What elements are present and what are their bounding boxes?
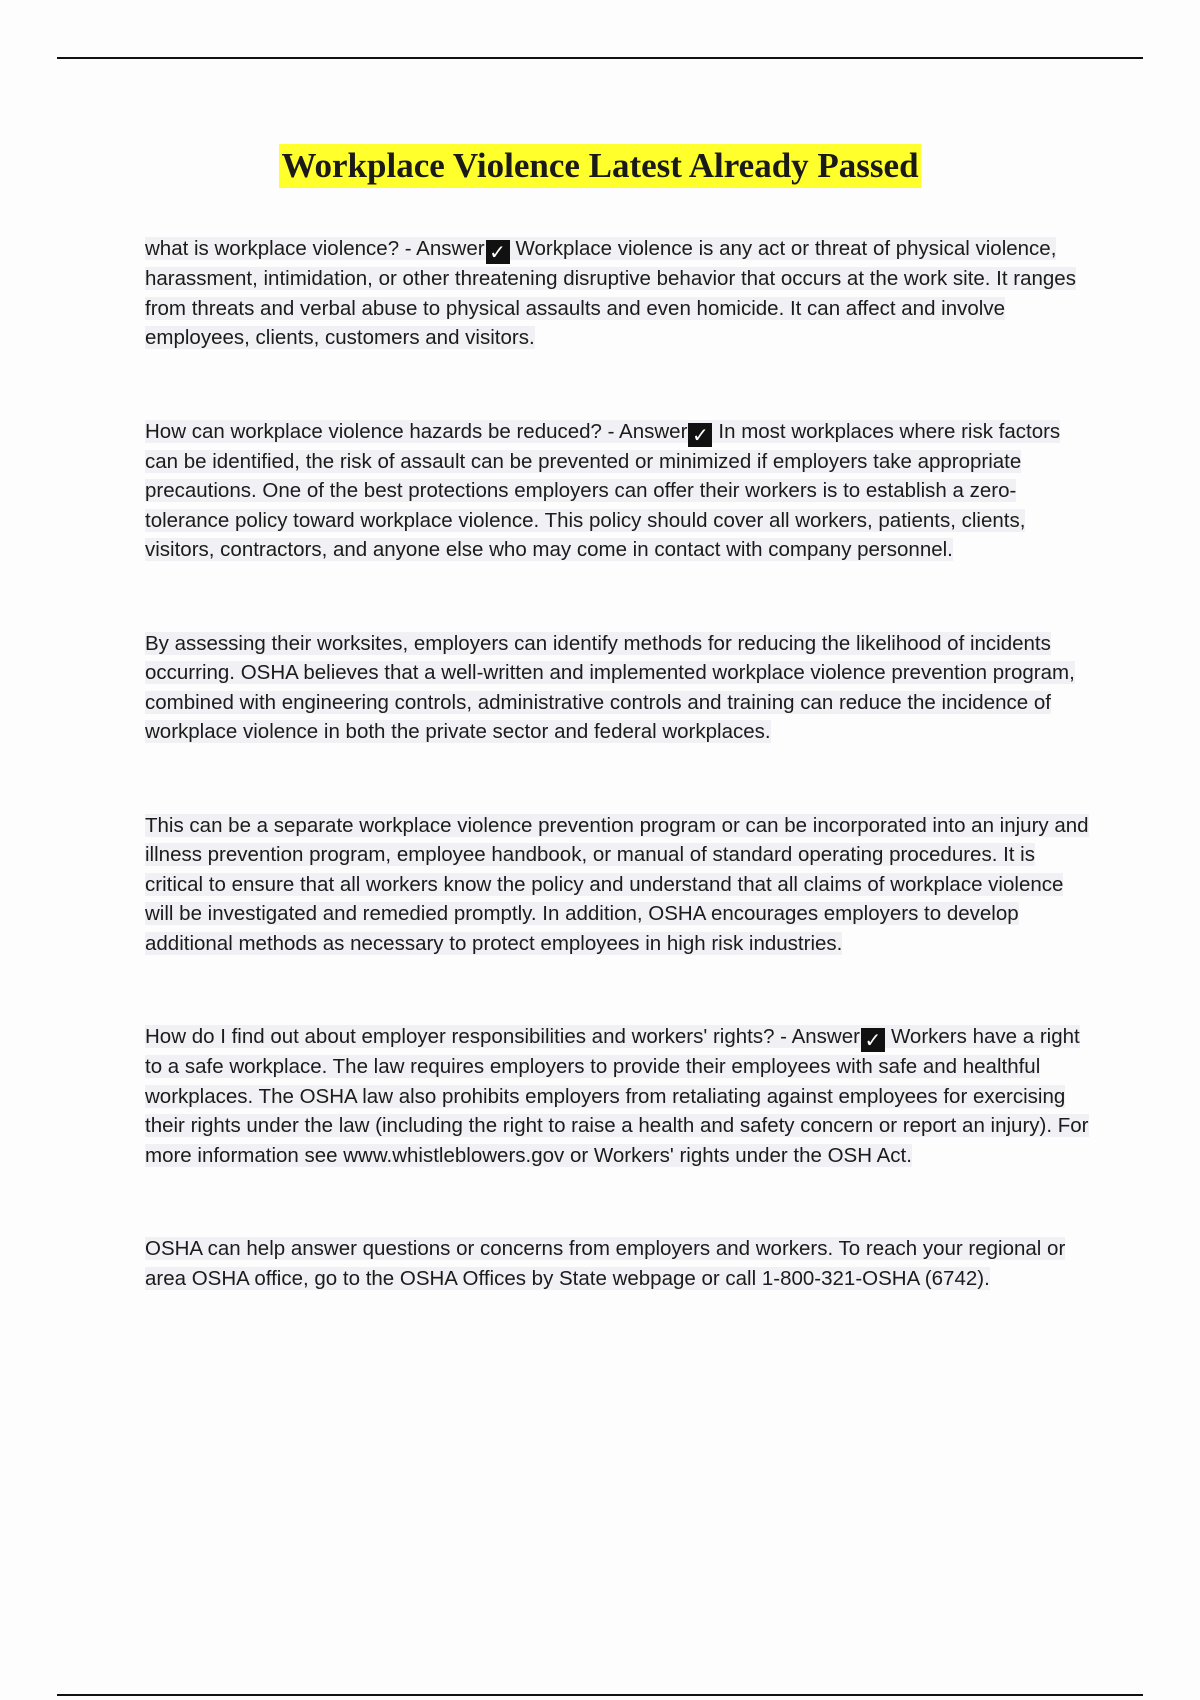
question-text: How do I find out about employer responsibilities and workers' rights? - Answer <box>145 1025 860 1048</box>
paragraph-text: This can be a separate workplace violence prevention program or can be incorporated into an injury and illness prevention program, employee handbook, or manual of standard operating procedures. It is critical to ensure that all workers know the policy and understand that all claims of workplace violence will be investigated and remedied promptly. In addition, OSHA encourages employers to develop additional methods as necessary to protect employees in high risk industries. <box>145 813 1089 955</box>
checkmark-icon: ✓ <box>486 240 510 264</box>
checkmark-icon: ✓ <box>861 1028 885 1052</box>
footer-rule <box>57 1694 1143 1696</box>
answer-text: Workers have a right to a safe workplace. The law requires employers to provide their employees with safe and healthful workplaces. The OSHA law also prohibits employers from retaliating against employees for exercising their rights under the law (including the right to raise a health and safety concern or report an injury). For more information see www.whistleblowers.gov or Workers' rights under the OSH Act. <box>145 1025 1089 1167</box>
checkmark-icon: ✓ <box>688 423 712 447</box>
header-rule <box>57 57 1143 59</box>
paragraph <box>145 234 1090 353</box>
paragraph <box>145 1234 1090 1293</box>
paragraph <box>145 417 1090 565</box>
paragraph <box>145 1022 1090 1170</box>
title-container <box>0 144 1200 188</box>
answer-text: In most workplaces where risk factors can be identified, the risk of assault can be prevented or minimized if employers take appropriate precautions. One of the best protections employers can offer their workers is to establish a zero-tolerance policy toward workplace violence. This policy should cover all workers, patients, clients, visitors, contractors, and anyone else who may come in contact with company personnel. <box>145 419 1061 561</box>
document-title: Workplace Violence Latest Already Passed <box>279 144 920 188</box>
paragraph <box>145 629 1090 747</box>
document-body <box>145 234 1090 1357</box>
answer-text: Workplace violence is any act or threat of physical violence, harassment, intimidation, or other threatening disruptive behavior that occurs at the work site. It ranges from threats and verbal abuse to physical assaults and even homicide. It can affect and involve employees, clients, customers and visitors. <box>145 237 1076 349</box>
question-text: what is workplace violence? - Answer <box>145 237 485 260</box>
question-text: How can workplace violence hazards be reduced? - Answer <box>145 419 688 443</box>
paragraph-text: OSHA can help answer questions or concerns from employers and workers. To reach your regional or area OSHA office, go to the OSHA Offices by State webpage or call 1-800-321-OSHA (6742). <box>145 1237 1066 1290</box>
paragraph-text: By assessing their worksites, employers can identify methods for reducing the likelihood of incidents occurring. OSHA believes that a well-written and implemented workplace violence prevention program, combined with engineering controls, administrative controls and training can reduce the incidence of workplace violence in both the private sector and federal workplaces. <box>145 631 1075 743</box>
paragraph <box>145 811 1090 959</box>
